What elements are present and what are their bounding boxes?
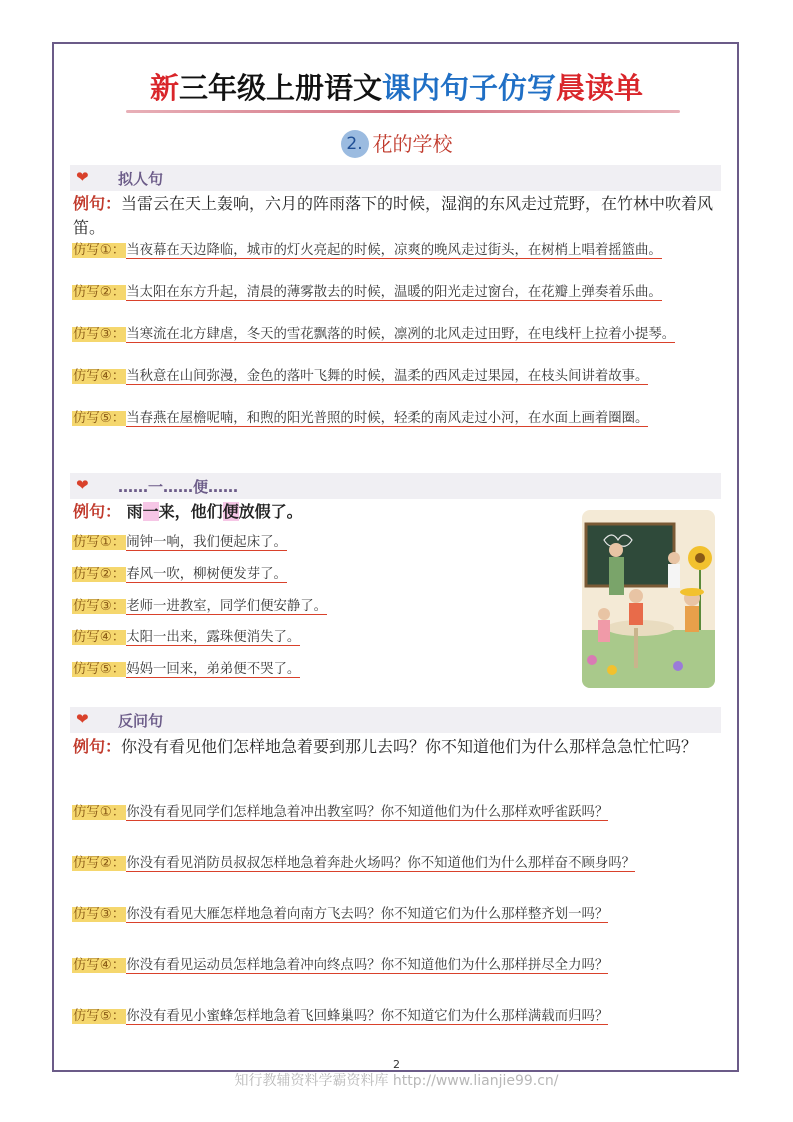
imitation-text: 当秋意在山间弥漫，金色的落叶飞舞的时候，温柔的西风走过果园，在枝头间讲着故事。 [126,369,649,384]
imitation-label: 仿写④： [73,630,126,645]
keyword-highlight: 便 [222,502,239,521]
example-text: 雨 [126,502,143,521]
imitation-text: 老师一进教室，同学们便安静了。 [126,599,328,614]
imitation-item [72,1004,700,1029]
imitation-item [72,408,712,429]
imitation-label: 仿写③： [73,327,126,342]
title-part-inclass: 课内句子 [381,71,498,105]
example-label: 例句： [73,502,122,521]
imitation-text: 你没有看见同学们怎样地急着冲出教室吗？你不知道他们为什么那样欢呼雀跃吗？ [126,805,609,820]
imitation-label: 仿写④： [73,369,126,384]
imitation-label: 仿写⑤： [73,1009,126,1024]
imitation-item [72,851,700,876]
lesson-number-badge: 2. [341,130,369,158]
imitation-item [72,659,572,680]
imitation-label: 仿写②： [73,285,126,300]
classroom-illustration [582,510,715,688]
imitation-item [72,596,572,617]
imitation-text: 你没有看见大雁怎样地急着向南方飞去吗？你不知道它们为什么那样整齐划一吗？ [126,907,609,922]
heart-icon: ❤ [76,476,89,494]
imitation-label: 仿写⑤： [73,411,126,426]
imitation-text: 当太阳在东方升起，清晨的薄雾散去的时候，温暖的阳光走过窗台，在花瓣上弹奏着乐曲。 [126,285,662,300]
imitation-label: 仿写②： [73,856,126,871]
imitation-label: 仿写①： [73,535,126,550]
title-part-imitate: 仿写 [498,71,557,105]
heart-icon: ❤ [76,168,89,186]
lesson-name: 花的学校 [372,132,453,156]
imitation-label: 仿写①： [73,805,126,820]
imitation-text: 你没有看见消防员叔叔怎样地急着奔赴火场吗？你不知道他们为什么那样奋不顾身吗？ [126,856,636,871]
section-bar-once-then [70,473,721,499]
page-number: 2 [393,1058,400,1071]
imitation-label: 仿写②： [73,567,126,582]
example-label: 例句： [73,194,122,213]
imitation-item [72,800,700,825]
example-text: 你没有看见他们怎样地急着要到那儿去吗？你不知道他们为什么那样急急忙忙吗？ [121,737,698,756]
footer-watermark: 知行教辅资料学霸资料库 http://www.lianjie99.cn/ [234,1073,559,1089]
imitation-item [72,324,712,345]
example-sentence [73,735,718,759]
imitation-item [72,953,700,978]
imitation-item [72,532,572,553]
title-part-new: 新 [149,71,179,105]
lesson-heading [0,128,793,160]
imitation-text: 当春燕在屋檐呢喃，和煦的阳光普照的时候，轻柔的南风走过小河，在水面上画着圈圈。 [126,411,649,426]
example-sentence [73,500,573,524]
imitation-label: 仿写④： [73,958,126,973]
imitation-text: 妈妈一回来，弟弟便不哭了。 [126,662,301,677]
example-text: 放假了。 [238,502,303,521]
imitation-label: 仿写①： [73,243,126,258]
imitation-item [72,627,572,648]
imitation-item [72,366,712,387]
imitation-label: 仿写③： [73,907,126,922]
keyword-highlight: 一 [142,502,159,521]
example-sentence [73,192,718,240]
example-text: 当雷云在天上轰响，六月的阵雨落下的时候，湿润的东风走过荒野，在竹林中吹着风笛。 [73,194,714,237]
imitation-text: 你没有看见运动员怎样地急着冲向终点吗？你不知道他们为什么那样拼尽全力吗？ [126,958,609,973]
imitation-text: 你没有看见小蜜蜂怎样地急着飞回蜂巢吗？你不知道它们为什么那样满载而归吗？ [126,1009,609,1024]
section-bar-personification [70,165,721,191]
section-title: 拟人句 [118,170,164,188]
page-title [0,66,793,107]
example-label: 例句： [73,737,122,756]
section-title: 反问句 [118,712,164,730]
imitation-text: 闹钟一响，我们便起床了。 [126,535,287,550]
example-text: 来，他们 [158,502,223,521]
imitation-text: 春风一吹，柳树便发芽了。 [126,567,287,582]
imitation-item [72,240,712,261]
title-part-reading: 晨读单 [556,71,644,105]
heart-icon: ❤ [76,710,89,728]
title-underline [126,110,680,113]
section-title: ……一……便…… [118,478,239,496]
imitation-label: 仿写③： [73,599,126,614]
imitation-item [72,282,712,303]
imitation-item [72,902,700,927]
imitation-text: 太阳一出来，露珠便消失了。 [126,630,301,645]
title-part-grade: 三年级上册语文 [178,71,382,105]
imitation-label: 仿写⑤： [73,662,126,677]
imitation-text: 当寒流在北方肆虐，冬天的雪花飘落的时候，凛冽的北风走过田野，在电线杆上拉着小提琴。 [126,327,676,342]
section-bar-rhetorical [70,707,721,733]
imitation-text: 当夜幕在天边降临，城市的灯火亮起的时候，凉爽的晚风走过街头，在树梢上唱着摇篮曲。 [126,243,662,258]
imitation-item [72,564,572,585]
